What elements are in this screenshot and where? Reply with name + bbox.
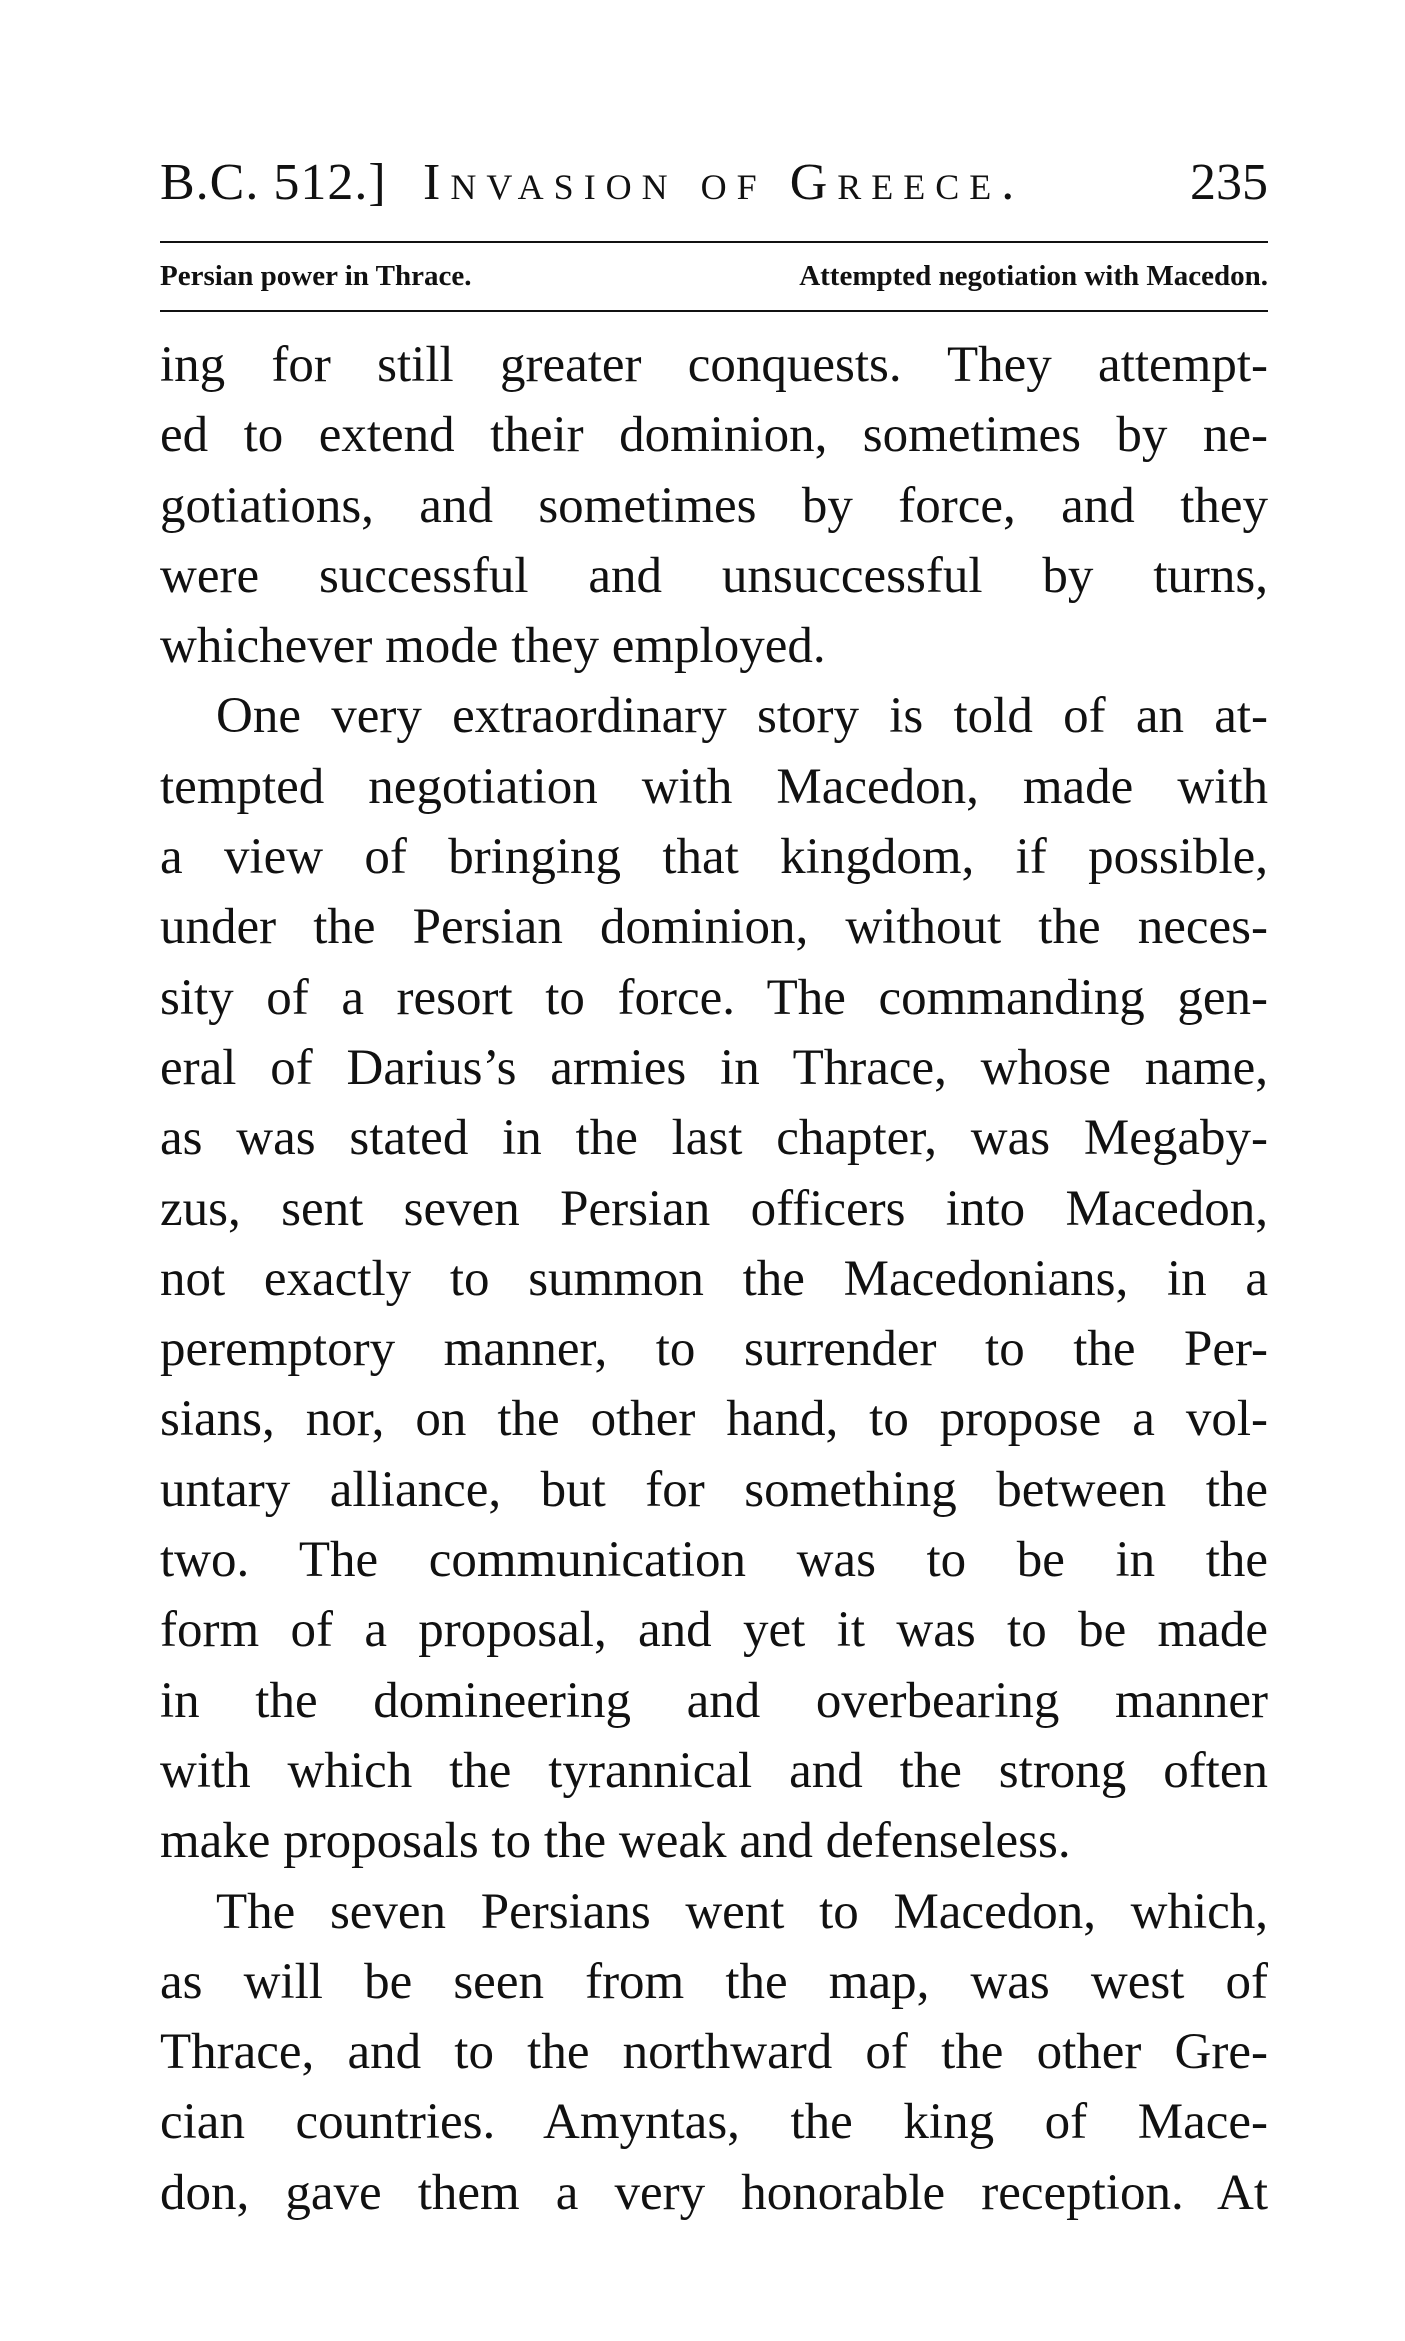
text-line: in the domineering and overbearing manner [160, 1672, 1268, 1729]
text-line: were successful and unsuccessful by turns, [160, 547, 1268, 604]
body-text [160, 330, 1268, 2228]
text-line: as was stated in the last chapter, was Megaby- [160, 1110, 1268, 1167]
text-line: ing for still greater conquests. They attempt- [160, 337, 1268, 393]
chronology-reference: B.C. 512.] [160, 154, 387, 211]
text-line: ed to extend their dominion, sometimes by ne- [160, 407, 1268, 464]
text-line: whichever mode they employed. [160, 618, 826, 675]
header-rule-top [160, 241, 1268, 243]
running-title: Invasion of Greece. [423, 154, 1025, 211]
text-line: Thrace, and to the northward of the other Gre- [160, 2024, 1268, 2081]
text-line: don, gave them a very honorable reception. At [160, 2164, 1268, 2221]
text-line: sians, nor, on the other hand, to propose a vol- [160, 1391, 1268, 1448]
text-line: a view of bringing that kingdom, if possible, [160, 829, 1268, 886]
text-line: untary alliance, but for something between the [160, 1461, 1268, 1518]
subject-headings [160, 249, 1268, 303]
text-line: eral of Darius’s armies in Thrace, whose name, [160, 1039, 1268, 1096]
text-line: tempted negotiation with Macedon, made with [160, 758, 1268, 815]
text-line: gotiations, and sometimes by force, and they [160, 477, 1268, 534]
text-line: peremptory manner, to surrender to the Per- [160, 1321, 1268, 1378]
text-line: two. The communication was to be in the [160, 1532, 1268, 1589]
text-line: cian countries. Amyntas, the king of Mace- [160, 2094, 1268, 2151]
text-line: with which the tyrannical and the strong often [160, 1742, 1268, 1799]
text-line: The seven Persians went to Macedon, which, [216, 1883, 1268, 1940]
subject-heading-left: Persian power in Thrace. [160, 260, 472, 292]
text-line: zus, sent seven Persian officers into Macedon, [160, 1180, 1268, 1237]
text-line: sity of a resort to force. The commanding gen- [160, 969, 1268, 1026]
text-line: as will be seen from the map, was west of [160, 1953, 1268, 2010]
text-line: under the Persian dominion, without the neces- [160, 899, 1268, 956]
page-number: 235 [1190, 154, 1268, 211]
text-line: make proposals to the weak and defenseless. [160, 1813, 1071, 1870]
text-line: form of a proposal, and yet it was to be made [160, 1602, 1268, 1659]
text-line: One very extraordinary story is told of an at- [216, 688, 1268, 745]
subject-heading-right: Attempted negotiation with Macedon. [799, 260, 1268, 292]
text-line: not exactly to summon the Macedonians, in a [160, 1250, 1268, 1307]
header-rule-bottom [160, 310, 1268, 312]
running-header [160, 148, 1268, 218]
